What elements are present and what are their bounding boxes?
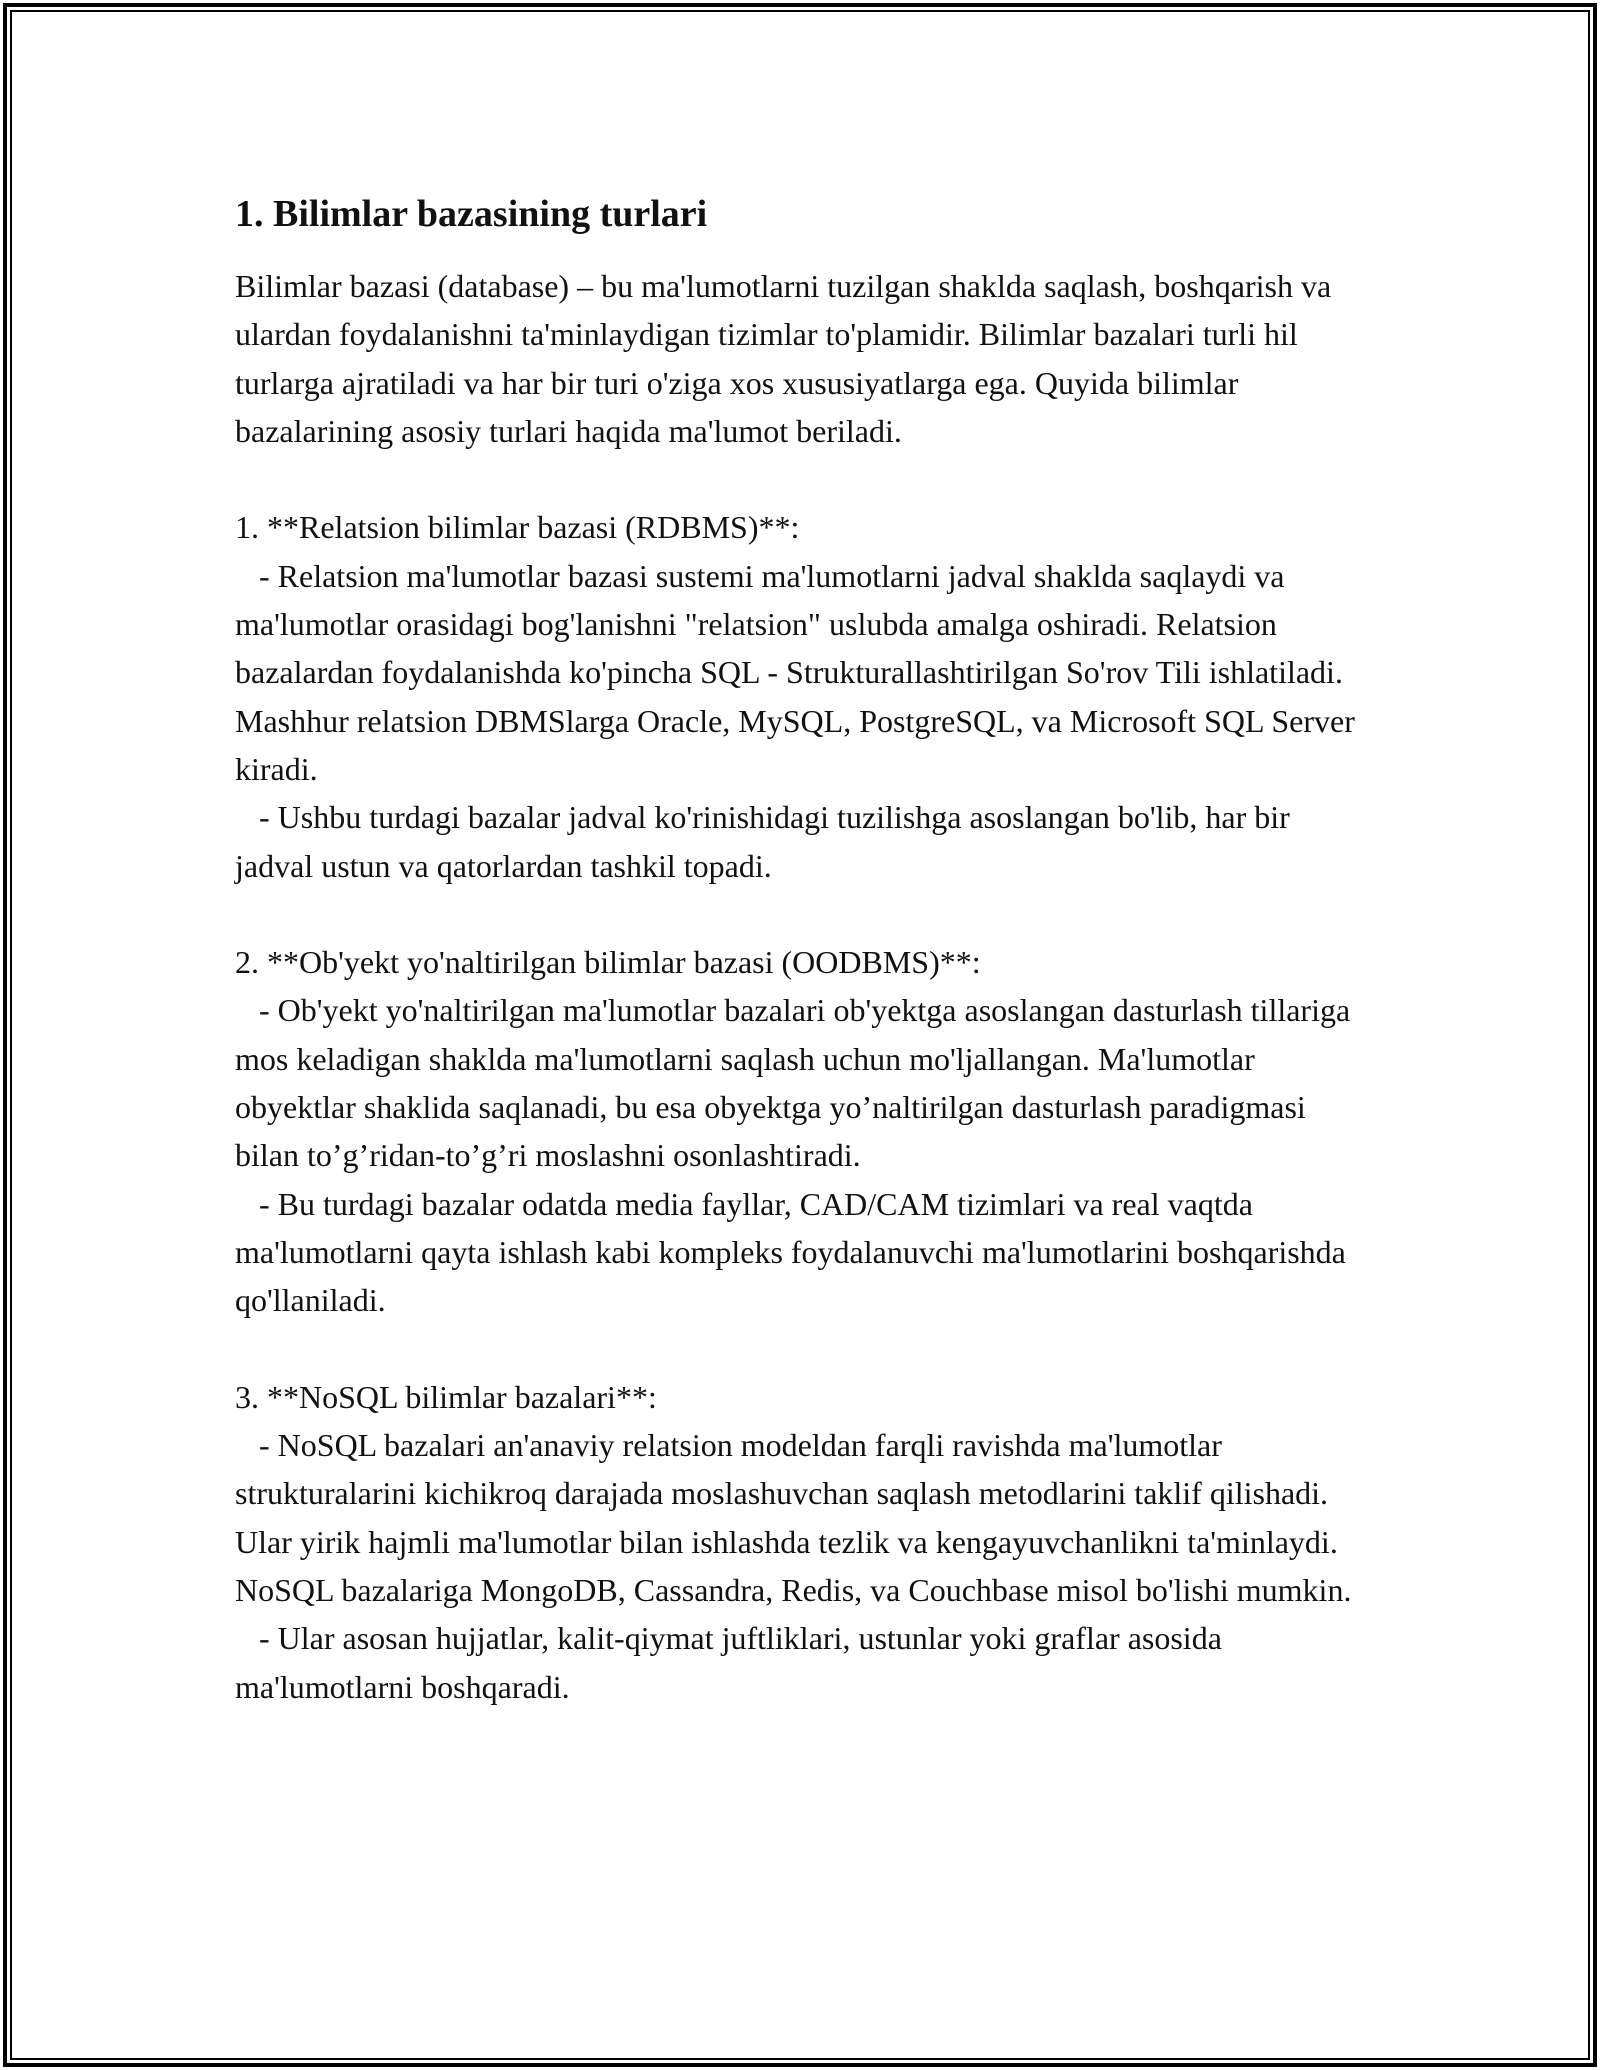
section-title: 1. **Relatsion bilimlar bazasi (RDBMS)**: xyxy=(235,509,800,546)
section-point: - Ushbu turdagi bazalar jadval ko'rinishidagi tuzilishga asoslangan bo'lib, har bir jadval ustun va qatorlardan tashkil topadi. xyxy=(235,799,1298,884)
section-point: - Ob'yekt yo'naltirilgan ma'lumotlar bazalari ob'yektga asoslangan dasturlash tillariga mos keladigan shaklda ma'lumotlarni saqlash uchun mo'ljallangan. Ma'lumotlar obyektlar shaklida saqlanadi, bu esa obyektga yo’naltirilgan dasturlash paradigmasi bilan to’g’ridan-to’g’ri moslashni osonlashtiradi. xyxy=(235,992,1359,1174)
paragraph-spacer xyxy=(235,455,1375,503)
section-point: - Bu turdagi bazalar odatda media fayllar, CAD/CAM tizimlari va real vaqtda ma'lumotlarni qayta ishlash kabi kompleks foydalanuvchi ma'lumotlarini boshqarishda qo'llaniladi. xyxy=(235,1185,1354,1319)
document-body xyxy=(235,188,1375,1711)
intro-paragraph: Bilimlar bazasi (database) – bu ma'lumotlarni tuzilgan shaklda saqlash, boshqarish va ulardan foydalanishni ta'minlaydigan tizimlar to'plamidir. Bilimlar bazalari turli hil turlarga ajratiladi va har bir turi o'ziga xos xususiyatlarga ega. Quyida bilimlar bazalarining asosiy turlari haqida ma'lumot beriladi. xyxy=(235,268,1340,449)
paragraph-spacer xyxy=(235,1325,1375,1373)
paragraph-spacer xyxy=(235,890,1375,938)
section-oodbms xyxy=(235,938,1375,1324)
section-point: - Relatsion ma'lumotlar bazasi sustemi ma'lumotlarni jadval shaklda saqlaydi va ma'lumotlar orasidagi bog'lanishni "relatsion" uslubda amalga oshiradi. Relatsion bazalardan foydalanishda ko'pincha SQL - Strukturallashtirilgan So'rov Tili ishlatiladi. Mashhur relatsion DBMSlarga Oracle, MySQL, PostgreSQL, va Microsoft SQL Server kiradi. xyxy=(235,557,1363,787)
document-heading: 1. Bilimlar bazasining turlari xyxy=(235,193,708,235)
section-title: 2. **Ob'yekt yo'naltirilgan bilimlar bazasi (OODBMS)**: xyxy=(235,944,981,981)
section-rdbms xyxy=(235,503,1375,889)
section-point: - NoSQL bazalari an'anaviy relatsion modeldan farqli ravishda ma'lumotlar strukturalarini kichikroq darajada moslashuvchan saqlash metodlarini taklif qilishadi. Ular yirik hajmli ma'lumotlar bilan ishlashda tezlik va kengayuvchanlikni ta'minlaydi. NoSQL bazalariga MongoDB, Cassandra, Redis, va Couchbase misol bo'lishi mumkin. xyxy=(235,1427,1352,1609)
section-title: 3. **NoSQL bilimlar bazalari**: xyxy=(235,1378,657,1415)
section-nosql xyxy=(235,1373,1375,1711)
section-point: - Ular asosan hujjatlar, kalit-qiymat juftliklari, ustunlar yoki graflar asosida ma'lumotlarni boshqaradi. xyxy=(235,1620,1230,1705)
